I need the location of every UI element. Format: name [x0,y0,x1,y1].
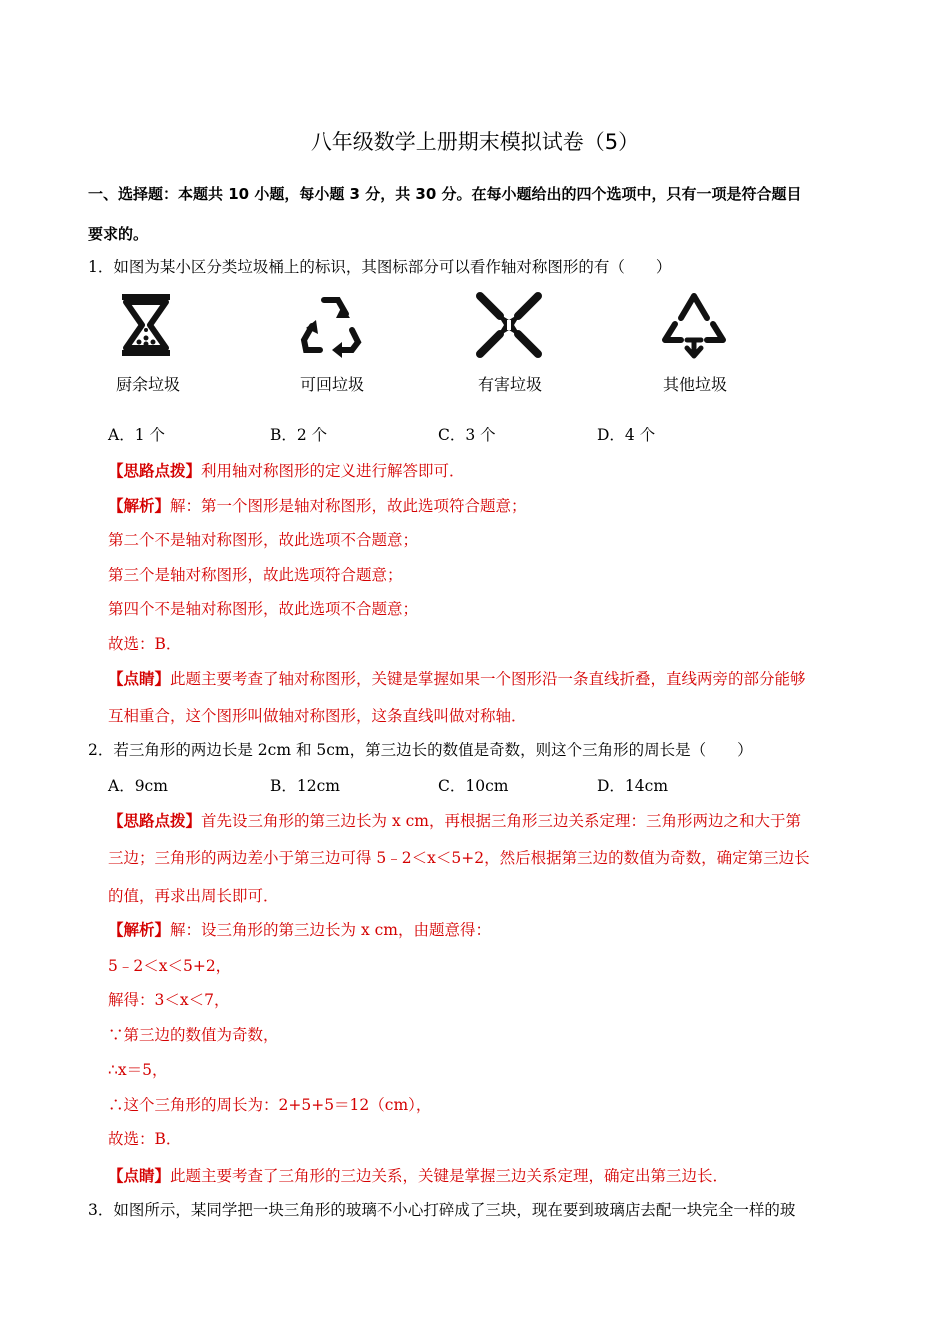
q2-solution [108,920,491,940]
q2-answer: 故选：B． [108,1130,182,1148]
q1-option-d: D．4 个 [597,426,656,444]
q1-option-b: B．2 个 [270,426,328,444]
q2-solution-line: ∴x＝5， [108,1061,168,1079]
q2-hint-tag: 【思路点拨】 [108,812,202,830]
q2-comment-text: 此题主要考查了三角形的三边关系，关键是掌握三边关系定理，确定出第三边长． [170,1167,729,1185]
section-heading-line2: 要求的。 [88,225,149,243]
q2-hint [108,811,801,831]
q2-option-b: B．12cm [270,777,340,795]
q2-option-d: D．14cm [597,777,669,795]
q2-solution-line: 解得：3＜x＜7， [108,991,230,1009]
q2-hint-text: 首先设三角形的第三边长为 x cm，再根据三角形三边关系定理：三角形两边之和大于第 [201,812,801,830]
q1-comment [108,669,806,689]
icon-figure-recyclable [272,290,392,400]
q1-solution-text: 解：第一个图形是轴对称图形，故此选项符合题意； [170,497,527,515]
page-title: 八年级数学上册期末模拟试卷（5） [310,130,640,154]
q2-solution-line: 5﹣2＜x＜5+2， [108,957,232,975]
q1-option-c: C．3 个 [438,426,496,444]
q2-solution-text: 解：设三角形的第三边长为 x cm，由题意得： [170,921,491,939]
q1-solution-tag: 【解析】 [108,497,171,515]
hourglass-icon [112,290,182,360]
q2-solution-line: ∴这个三角形的周长为：2+5+5＝12（cm）， [108,1096,432,1114]
q2-option-c: C．10cm [438,777,509,795]
icon-label-recyclable: 可回垃圾 [299,375,364,394]
q1-answer: 故选：B． [108,635,182,653]
q1-comment-tag: 【点睛】 [108,670,171,688]
q1-stem: 1．如图为某小区分类垃圾桶上的标识，其图标部分可以看作轴对称图形的有（ ） [88,258,672,276]
q1-solution [108,496,527,516]
q2-solution-tag: 【解析】 [108,921,171,939]
q1-comment-text: 此题主要考查了轴对称图形，关键是掌握如果一个图形沿一条直线折叠，直线两旁的部分能够 [170,670,806,688]
q3-stem: 3．如图所示，某同学把一块三角形的玻璃不小心打碎成了三块，现在要到玻璃店去配一块完全一样的玻 [88,1201,796,1219]
harmful-x-icon [474,290,544,360]
q1-solution-line: 第三个是轴对称图形，故此选项符合题意； [108,566,403,584]
icon-figure-other [635,290,755,400]
q1-solution-line: 第四个不是轴对称图形，故此选项不合题意； [108,600,419,618]
q1-comment-line2: 互相重合，这个图形叫做轴对称图形，这条直线叫做对称轴． [108,707,527,725]
q2-hint-line3: 的值，再求出周长即可． [108,887,279,905]
recycle-triangle-icon [659,290,729,360]
q2-solution-line: ∵第三边的数值为奇数， [108,1026,279,1044]
icon-label-harmful: 有害垃圾 [477,375,542,394]
q2-option-a: A．9cm [108,777,168,795]
icon-label-other: 其他垃圾 [662,375,727,394]
q2-hint-line2: 三边；三角形的两边差小于第三边可得 5﹣2＜x＜5+2，然后根据第三边的数值为奇数，确定第三边长 [108,849,810,867]
q1-solution-line: 第二个不是轴对称图形，故此选项不合题意； [108,531,419,549]
icon-figure-kitchen [88,290,208,400]
q1-option-a: A．1 个 [108,426,165,444]
recycle-icon [296,290,366,360]
q2-comment [108,1166,728,1186]
icon-figure-harmful [450,290,570,400]
q1-hint-tag: 【思路点拨】 [108,462,202,480]
section-heading-line1: 一、选择题：本题共 10 小题，每小题 3 分，共 30 分。在每小题给出的四个选项中，只有一项是符合题目 [88,185,802,203]
q1-hint [108,461,465,481]
q2-comment-tag: 【点睛】 [108,1167,171,1185]
q1-hint-text: 利用轴对称图形的定义进行解答即可． [201,462,465,480]
icon-label-kitchen: 厨余垃圾 [115,375,180,394]
q2-stem: 2．若三角形的两边长是 2cm 和 5cm，第三边长的数值是奇数，则这个三角形的周长是（ ） [88,741,753,759]
